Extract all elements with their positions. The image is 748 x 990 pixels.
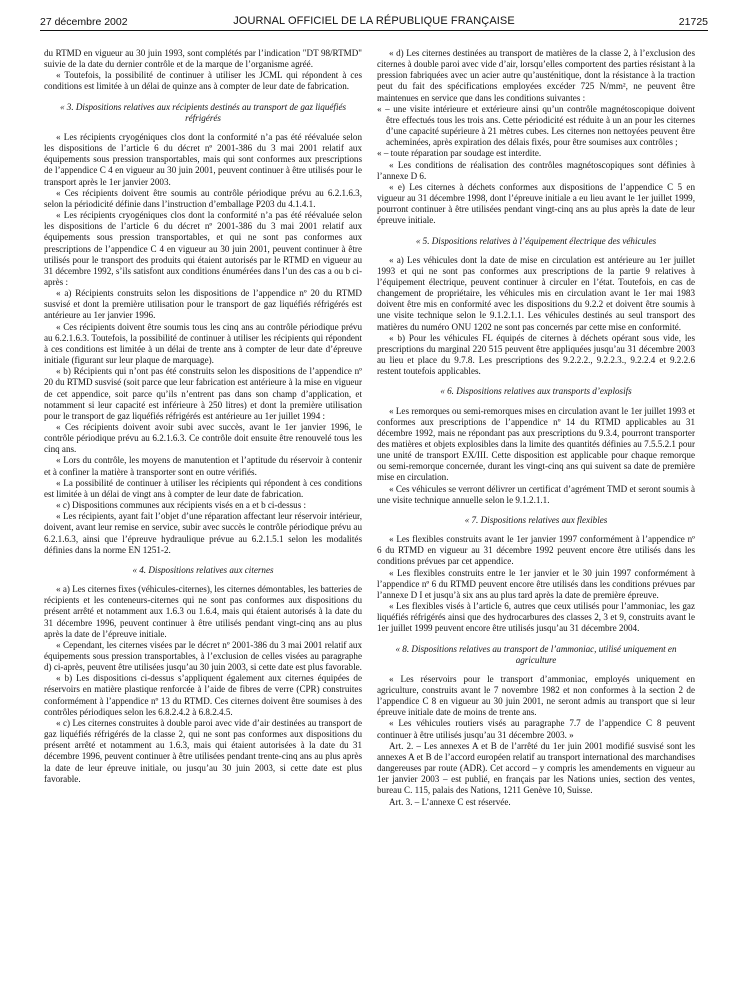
section-heading: « 8. Dispositions relatives au transport de l’ammoniac, utilisé uniquement en agriculture — [395, 643, 677, 665]
paragraph: « Les récipients cryogéniques clos dont la conformité n’a pas été réévaluée selon les dispositions de l’article 6 du décret nº 2001-386 du 3 mai 2001 relatif aux équipements sous pression transportables, mais qui sont conformes aux prescriptions de l’appendice C 4 en vigueur au 30 juin 2001, peuvent continuer à être utilisés pour le transport après le 1er janvier 2003. — [44, 131, 362, 187]
paragraph: « Les remorques ou semi-remorques mises en circulation avant le 1er juillet 1993 et conformes aux prescriptions de l’appendice nº 14 du RTMD applicables au 31 décembre 1992, mais ne répondant pas aux prescriptions du 9.3.4, pourront transporter des matières et objets explosibles dans la limite des quantités définies au 7.5.5.2.1 pour une unité de transport EX/III. Cette disposition est applicable pour chaque remorque ou semi-remorque concernée, durant les vingt-cinq ans qui suivent sa date de première mise en circulation. — [377, 405, 695, 483]
section-heading: « 3. Dispositions relatives aux récipients destinés au transport de gaz liquéfiés réfrigérés — [59, 101, 347, 123]
paragraph: du RTMD en vigueur au 30 juin 1993, sont complétés par l’indication "DT 98/RTMD" suivie de la date du dernier contrôle et de la marque de l’organisme agréé. — [44, 48, 362, 70]
right-column — [377, 48, 695, 808]
paragraph: « Les flexibles construits entre le 1er janvier et le 30 juin 1997 conformément à l’appendice nº 6 du RTMD peuvent encore être utilisés dans les conditions prévues par l’annexe D I et jusqu’à six ans au plus tard après la date de première épreuve. — [377, 567, 695, 600]
paragraph: « c) Les citernes construites à double paroi avec vide d’air destinées au transport de gaz liquéfiés réfrigérés de la classe 2, qui ne sont pas conformes aux dispositions du présent arrêté et notamment au 1.6.3, mais qui étaient autorisées à la date du 31 décembre 1996, peuvent continuer à être utilisées pendant trente-cinq ans au plus après la date de leur épreuve initiale, ou jusqu’au 30 juin 2003, si cette date est plus favorable. — [44, 717, 362, 784]
paragraph: « Ces récipients doivent être soumis tous les cinq ans au contrôle périodique prévu au 6.2.1.6.3. Toutefois, la possibilité de continuer à utiliser les récipients qui répondent à ces conditions est limitée à un délai de trente ans à compter de leur date d’épreuve initiale (figurant sur leur plaque de marquage). — [44, 321, 362, 366]
section-heading: « 4. Dispositions relatives aux citernes — [132, 564, 274, 575]
page-header — [40, 12, 708, 32]
paragraph: « b) Les dispositions ci-dessus s’appliquent également aux citernes équipées de réservoirs en matière plastique renforcée à l’aide de fibres de verre (CPR) construites conformément à l’appendice nº 13 du RTMD. Ces citernes doivent être soumises à des contrôles périodiques selon les 6.8.2.4.2 à 6.8.2.4.5. — [44, 673, 362, 717]
header-rule — [40, 30, 708, 31]
journal-title: JOURNAL OFFICIEL DE LA RÉPUBLIQUE FRANÇAISE — [233, 15, 515, 27]
paragraph: « a) Récipients construits selon les dispositions de l’appendice nº 20 du RTMD susvisé et dont la première utilisation pour le transport de gaz liquéfiés réfrigérés est antérieure au 1er janvier 1996. — [44, 288, 362, 321]
paragraph: « b) Récipients qui n’ont pas été construits selon les dispositions de l’appendice nº 20 du RTMD susvisé (soit parce que leur fabrication est antérieure à la mise en vigueur de cet appendice, soit parce qu’ils n’entrent pas dans son champ d’application, et notamment si leur capacité est inférieure à 250 litres) et dont la première utilisation pour le transport de gaz liquéfiés réfrigérés est antérieure au 1er juillet 1994 : — [44, 366, 362, 421]
paragraph: « La possibilité de continuer à utiliser les récipients qui répondent à ces conditions est limitée à un délai de vingt ans à compter de leur date de fabrication. — [44, 477, 362, 499]
section-heading: « 5. Dispositions relatives à l’équipement électrique des véhicules — [415, 235, 657, 246]
article-paragraph: Art. 2. – Les annexes A et B de l’arrêté du 1er juin 2001 modifié susvisé sont les annexes A et B de l’accord européen relatif au transport international des marchandises dangereuses par route (ADR). Cet accord – y compris les amendements en vigueur au 1er janvier 2003 – est publié, en français par les Nations unies, section des ventes, bureau C. 115, palais des Nations, 1211 Genève 10, Suisse. — [377, 740, 695, 796]
paragraph: « Les récipients cryogéniques clos dont la conformité n’a pas été réévaluée selon les dispositions de l’article 6 du décret nº 2001-386 du 3 mai 2001 relatif aux équipements sous pression transportables, et qui ne sont pas conformes aux prescriptions de l’appendice C 4 en vigueur au 30 juin 2001, peuvent continuer à être utilisés pour le transport des produits qui étaient autorisés par le RTMD en vigueur au 31 décembre 1992, s’ils satisfont aux conditions énumérées dans l’un des cas a ou b ci-après : — [44, 210, 362, 287]
header-date: 27 décembre 2002 — [40, 16, 128, 28]
section-heading: « 7. Dispositions relatives aux flexibles — [464, 514, 608, 525]
paragraph: « a) Les citernes fixes (véhicules-citernes), les citernes démontables, les batteries de récipients et les conteneurs-citernes qui ne sont pas conformes aux dispositions du présent arrêté et notamment aux 1.6.3 ou 1.6.4, mais qui étaient autorisés à la date du 31 décembre 1996, peuvent continuer à être utilisés pendant vingt-cinq ans au plus après la date de l’épreuve initiale. — [44, 584, 362, 639]
paragraph: « Les véhicules routiers visés au paragraphe 7.7 de l’appendice C 8 peuvent continuer à être utilisés jusqu’au 31 décembre 2003. » — [377, 718, 695, 740]
paragraph: « Ces récipients doivent être soumis au contrôle périodique prévu au 6.2.1.6.3, selon la périodicité définie dans l’instruction d’emballage P203 du 4.1.4.1. — [44, 187, 362, 209]
paragraph: « Les conditions de réalisation des contrôles magnétoscopiques sont définies à l’annexe D 6. — [377, 159, 695, 181]
paragraph: « d) Les citernes destinées au transport de matières de la classe 2, à l’exclusion des citernes à double paroi avec vide d’air, lorsqu’elles comportent des parties résistant à la pression fabriquées avec un acier autre qu’austénitique, dont la résistance à la traction peut du fait des spécifications employées excéder 725 N/mm², ne peuvent être maintenues en service que dans les conditions suivantes : — [377, 48, 695, 103]
paragraph: « Ces véhicules se verront délivrer un certificat d’agrément TMD et seront soumis à une visite technique annuelle selon le 9.1.2.1.1. — [377, 483, 695, 505]
paragraph: « Les flexibles construits avant le 1er janvier 1997 conformément à l’appendice nº 6 du RTMD en vigueur au 31 décembre 1992 peuvent encore être utilisés dans les conditions prévues par cet appendice. — [377, 534, 695, 567]
article-paragraph: Art. 3. – L’annexe C est réservée. — [389, 796, 511, 807]
list-item: « – toute réparation par soudage est interdite. — [377, 148, 542, 159]
list-item: « – une visite intérieure et extérieure ainsi qu’un contrôle magnétoscopique doivent être effectués tous les trois ans. Cette périodicité est réduite à un an pour les citernes d’une capacité supérieure à 21 mètres cubes. Les citernes non nettoyées peuvent être acheminées, après expiration des délais fixés, pour être soumises aux contrôles ; — [377, 103, 695, 148]
paragraph: « Les récipients, ayant fait l’objet d’une réparation affectant leur réservoir intérieur, doivent, avant leur remise en service, subir avec succès le contrôle périodique prévu au 6.2.1.6.3, ainsi que l’épreuve hydraulique prévue au 6.2.1.5.1 selon les modalités définies dans la norme EN 1251-2. — [44, 511, 362, 555]
paragraph: « Lors du contrôle, les moyens de manutention et l’aptitude du réservoir à contenir et à confiner la matière à transporter sont en outre vérifiés. — [44, 455, 362, 477]
paragraph: « Cependant, les citernes visées par le décret nº 2001-386 du 3 mai 2001 relatif aux équipements sous pression transportables, à l’exclusion de celles visées au paragraphe d) ci-après, peuvent être utilisées jusqu’au 30 juin 2003, si cette date est plus favorable. — [44, 639, 362, 673]
paragraph: « c) Dispositions communes aux récipients visés en a et b ci-dessus : — [56, 500, 307, 511]
paragraph: « Toutefois, la possibilité de continuer à utiliser les JCML qui répondent à ces conditions est limitée à un délai de quinze ans à compter de leur date de fabrication. — [44, 70, 362, 92]
left-column — [44, 48, 362, 785]
paragraph: « a) Les véhicules dont la date de mise en circulation est antérieure au 1er juillet 1993 et qui ne sont pas conformes aux prescriptions de la partie 9 relatives à l’équipement électrique, peuvent continuer à circuler en l’état. Toutefois, en cas de changement de propriétaire, les véhicules mis en circulation avant le 1er mai 1983 doivent être mis en conformité avec les dispositions du 9.2.2 et doivent être soumis à une visite technique selon le 9.1.2.1.1. Les véhicules destinés au seul transport des matières du numéro ONU 1202 ne sont pas concernés par cette mise en conformité. — [377, 254, 695, 332]
page-number: 21725 — [678, 16, 708, 28]
paragraph: « Ces récipients doivent avoir subi avec succès, avant le 1er janvier 1996, le contrôle périodique prévu au 6.2.1.6.3. Ce contrôle doit ensuite être renouvelé tous les cinq ans. — [44, 422, 362, 455]
paragraph: « Les réservoirs pour le transport d’ammoniac, employés uniquement en agriculture, construits avant le 7 novembre 1982 et non conformes à la section 2 de l’appendice C 8 en vigueur au 30 juin 2001, ne seront admis au transport que si leur épreuve initiale date de moins de trente ans. — [377, 673, 695, 718]
paragraph: « Les flexibles visés à l’article 6, autres que ceux utilisés pour l’ammoniac, les gaz liquéfiés réfrigérés ainsi que des hydrocarbures des classes 2, 3 et 9, construits avant le 1er juillet 1999 peuvent encore être utilisés jusqu’au 31 décembre 2004. — [377, 601, 695, 634]
paragraph: « e) Les citernes à déchets conformes aux dispositions de l’appendice C 5 en vigueur au 31 décembre 1998, dont l’épreuve initiale a eu lieu avant le 1er juillet 1999, pourront continuer à être utilisées pendant vingt-cinq ans au plus après la date de leur épreuve initiale. — [377, 181, 695, 226]
section-heading: « 6. Dispositions relatives aux transports d’explosifs — [440, 386, 632, 397]
paragraph: « b) Pour les véhicules FL équipés de citernes à déchets opérant sous vide, les prescriptions du marginal 220 515 peuvent être appliquées jusqu’au 31 décembre 2003 au lieu et place du 9.7.8. Les prescriptions des 9.2.2.2., 9.2.2.3., 9.2.2.4 et 9.2.2.6 restent toutefois applicables. — [377, 332, 695, 377]
